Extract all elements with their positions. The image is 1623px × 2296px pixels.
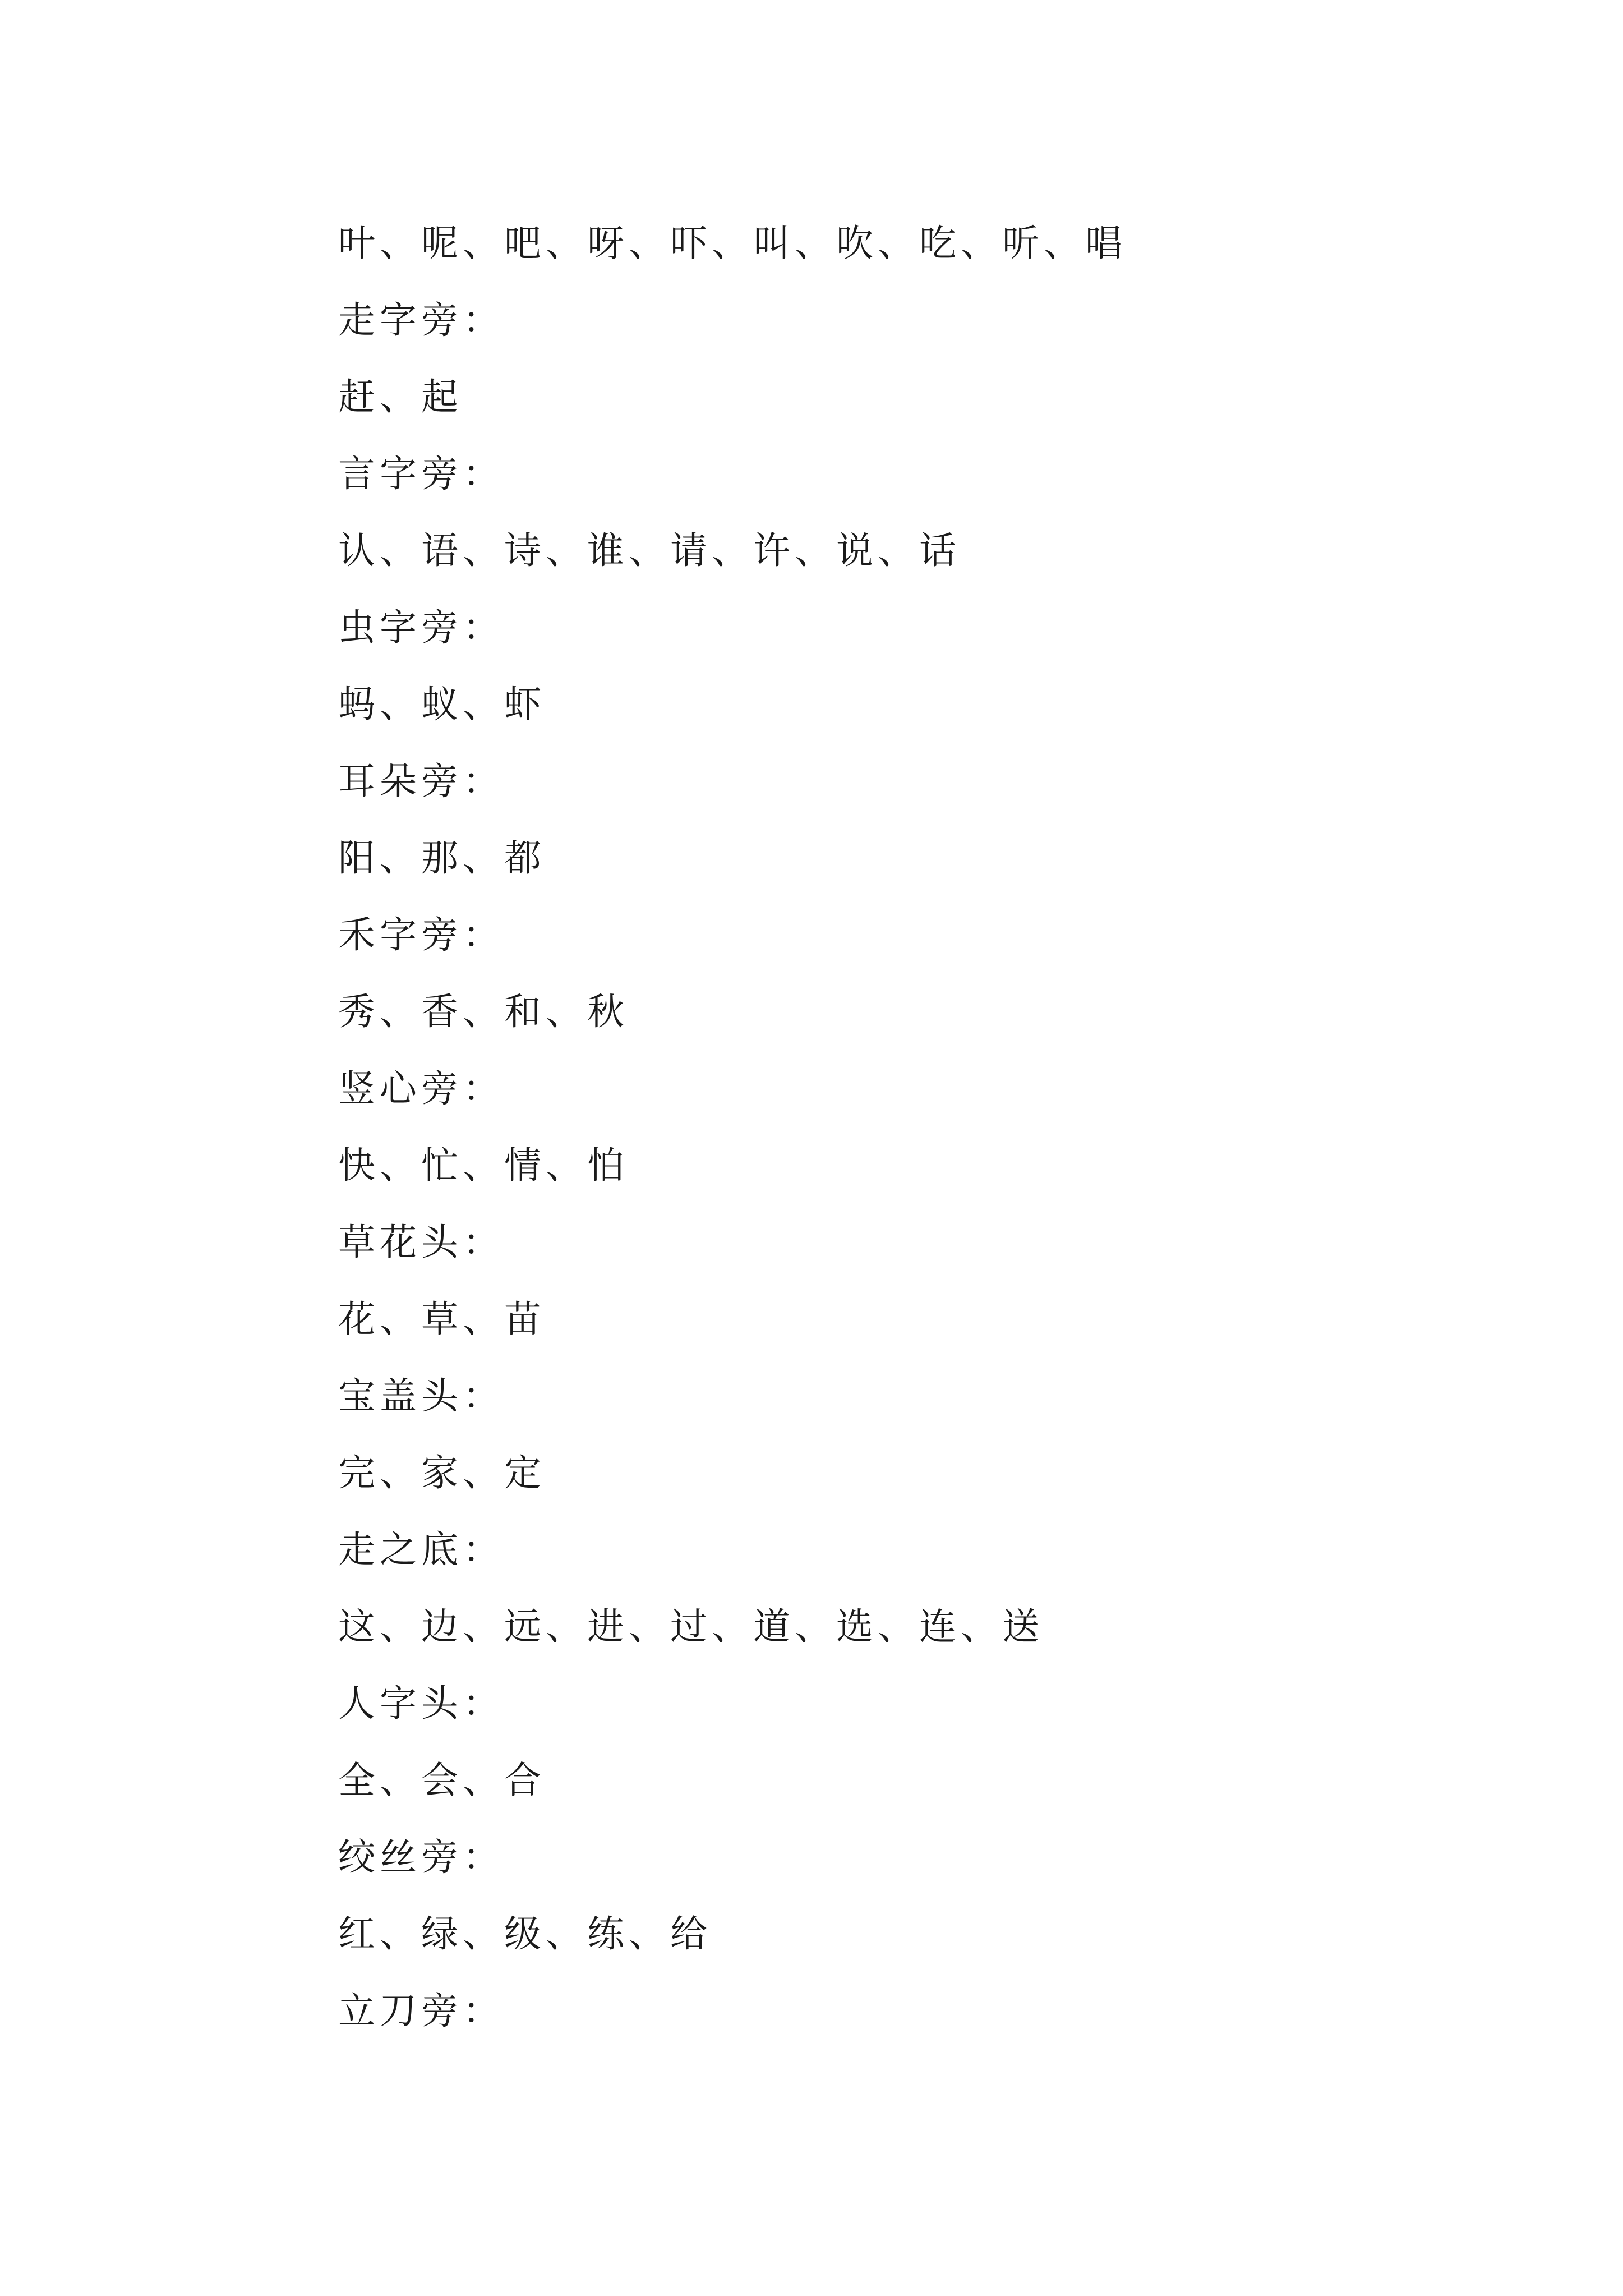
radical-heading: 言字旁： <box>338 452 504 495</box>
text-line: 全、会、合 <box>338 1759 546 1802</box>
radical-heading: 耳朵旁： <box>338 760 504 803</box>
radical-heading: 立刀旁： <box>338 1989 504 2032</box>
text-line: 阳、那、都 <box>338 836 546 880</box>
radical-heading: 虫字旁： <box>338 606 504 649</box>
text-lines <box>338 205 1127 2049</box>
text-line: 快、忙、情、怕 <box>338 1144 629 1187</box>
radical-heading: 竖心旁： <box>338 1067 504 1110</box>
text-line: 这、边、远、进、过、道、选、连、送 <box>338 1605 1044 1648</box>
radical-heading: 人字头： <box>338 1682 504 1725</box>
text-line: 秀、香、和、秋 <box>338 990 629 1033</box>
radical-heading: 宝盖头： <box>338 1374 504 1418</box>
radical-heading: 禾字旁： <box>338 913 504 956</box>
text-line: 赶、起 <box>338 375 463 418</box>
text-line: 叶、呢、吧、呀、吓、叫、吹、吃、听、唱 <box>338 222 1127 265</box>
text-line: 完、家、定 <box>338 1451 546 1494</box>
text-line: 花、草、苗 <box>338 1297 546 1341</box>
text-line: 蚂、蚁、虾 <box>338 683 546 726</box>
radical-heading: 走字旁： <box>338 298 504 342</box>
radical-heading: 走之底： <box>338 1528 504 1571</box>
text-line: 红、绿、级、练、给 <box>338 1912 712 1955</box>
radical-heading: 绞丝旁： <box>338 1835 504 1879</box>
radical-heading: 草花头： <box>338 1221 504 1264</box>
text-line: 认、语、诗、谁、请、许、说、话 <box>338 529 961 572</box>
